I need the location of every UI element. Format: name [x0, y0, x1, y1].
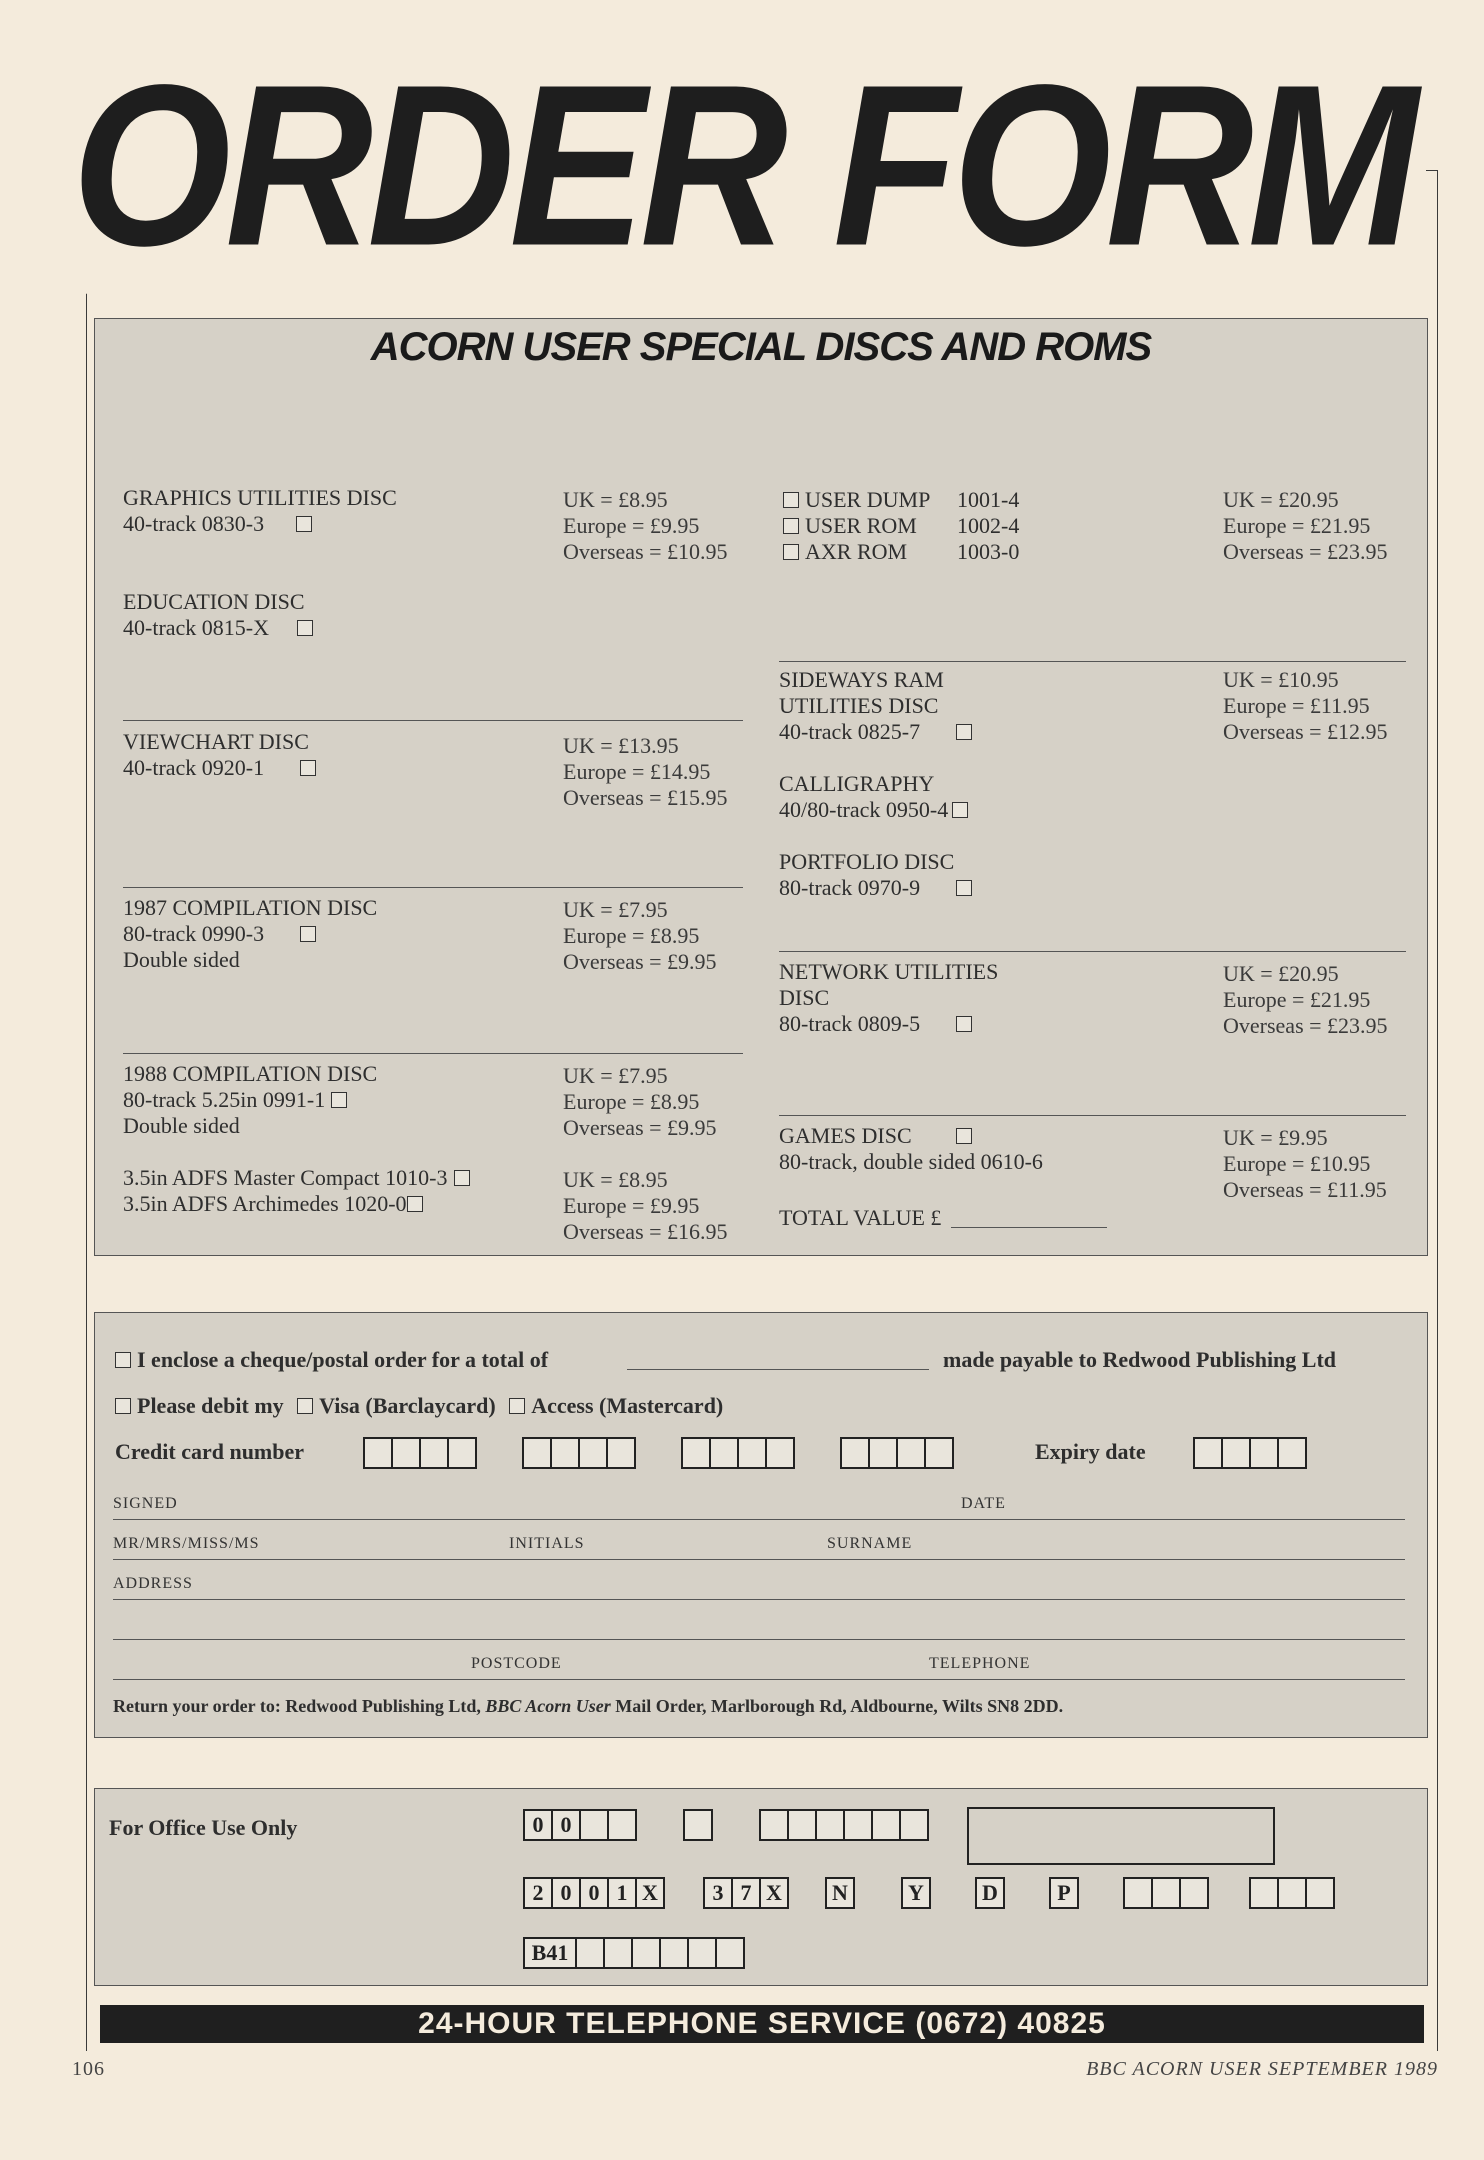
price-europe: Europe = £8.95 — [563, 923, 700, 948]
card-number-group-3[interactable] — [681, 1437, 795, 1469]
price-europe: Europe = £9.95 — [563, 1193, 700, 1218]
office-box-y[interactable]: Y — [901, 1877, 931, 1909]
product-code: 80-track 0990-3 — [123, 921, 316, 947]
checkbox[interactable] — [783, 492, 799, 508]
payment-panel — [94, 1312, 1428, 1738]
product-name: 3.5in ADFS Master Compact 1010-3 — [123, 1165, 470, 1191]
product-name: UTILITIES DISC — [779, 693, 939, 718]
rom-code: 1003-0 — [957, 539, 1020, 564]
checkbox[interactable] — [297, 620, 313, 636]
debit-checkbox[interactable] — [115, 1398, 131, 1414]
signed-line[interactable] — [113, 1519, 1405, 1520]
checkbox[interactable] — [952, 802, 968, 818]
price-uk: UK = £20.95 — [1223, 961, 1339, 986]
price-europe: Europe = £21.95 — [1223, 513, 1371, 538]
divider — [123, 720, 743, 721]
price-uk: UK = £9.95 — [1223, 1125, 1328, 1150]
checkbox[interactable] — [783, 544, 799, 560]
product-name: GAMES DISC — [779, 1123, 972, 1149]
product-code: 40-track 0825-7 — [779, 719, 972, 745]
products-panel — [94, 318, 1428, 1256]
checkbox[interactable] — [407, 1196, 423, 1212]
initials-label: INITIALS — [509, 1535, 585, 1552]
cheque-option: I enclose a cheque/postal order for a total of — [115, 1347, 548, 1373]
price-uk: UK = £8.95 — [563, 1167, 668, 1192]
page-number: 106 — [72, 2058, 105, 2080]
product-code: 80-track 0970-9 — [779, 875, 972, 901]
price-uk: UK = £10.95 — [1223, 667, 1339, 692]
product-name: SIDEWAYS RAM — [779, 667, 944, 692]
postcode-label: POSTCODE — [471, 1655, 562, 1672]
rom-item: USER ROM — [783, 513, 917, 539]
checkbox[interactable] — [783, 518, 799, 534]
card-number-group-1[interactable] — [363, 1437, 477, 1469]
price-overseas: Overseas = £9.95 — [563, 949, 717, 974]
cheque-amount-line[interactable] — [627, 1369, 929, 1370]
product-code: 40-track 0920-1 — [123, 755, 316, 781]
divider — [123, 1053, 743, 1054]
price-overseas: Overseas = £16.95 — [563, 1219, 728, 1244]
price-uk: UK = £8.95 — [563, 487, 668, 512]
price-europe: Europe = £8.95 — [563, 1089, 700, 1114]
page-title: ORDER FORM — [0, 45, 1484, 286]
product-name: GRAPHICS UTILITIES DISC — [123, 485, 397, 510]
price-uk: UK = £7.95 — [563, 897, 668, 922]
office-box-group-7[interactable]: B41 — [523, 1937, 745, 1969]
office-box-group-3[interactable]: 2 0 0 1 X — [523, 1877, 665, 1909]
rom-item: AXR ROM — [783, 539, 907, 565]
price-europe: Europe = £21.95 — [1223, 987, 1371, 1012]
divider — [779, 661, 1406, 662]
office-box-group-5[interactable] — [1123, 1877, 1209, 1909]
signed-label: SIGNED — [113, 1495, 178, 1512]
product-name: NETWORK UTILITIES — [779, 959, 999, 984]
issue-footer: BBC ACORN USER SEPTEMBER 1989 — [1086, 2058, 1438, 2080]
card-number-label: Credit card number — [115, 1439, 305, 1464]
office-box-group-2[interactable] — [759, 1809, 929, 1841]
address-label: ADDRESS — [113, 1575, 193, 1592]
office-box-d[interactable]: D — [975, 1877, 1005, 1909]
checkbox[interactable] — [454, 1170, 470, 1186]
office-box-group-6[interactable] — [1249, 1877, 1335, 1909]
office-box-group-1[interactable]: 0 0 — [523, 1809, 637, 1841]
checkbox[interactable] — [331, 1092, 347, 1108]
surname-label: SURNAME — [827, 1535, 913, 1552]
return-address: Return your order to: Redwood Publishing Ltd, BBC Acorn User Mail Order, Marlborough Rd, Aldbourne, Wilts SN8 2DD. — [113, 1696, 1064, 1716]
cheque-checkbox[interactable] — [115, 1352, 131, 1368]
product-note: Double sided — [123, 947, 240, 972]
price-europe: Europe = £9.95 — [563, 513, 700, 538]
telephone-label: TELEPHONE — [929, 1655, 1031, 1672]
expiry-label: Expiry date — [1035, 1439, 1146, 1464]
product-name: 1987 COMPILATION DISC — [123, 895, 378, 920]
address-line-2[interactable] — [113, 1639, 1405, 1640]
price-uk: UK = £7.95 — [563, 1063, 668, 1088]
office-box-single[interactable] — [683, 1809, 713, 1841]
checkbox[interactable] — [300, 760, 316, 776]
payable-text: made payable to Redwood Publishing Ltd — [943, 1347, 1337, 1372]
product-code: 40/80-track 0950-4 — [779, 797, 968, 823]
product-code: 3.5in ADFS Archimedes 1020-0 — [123, 1191, 423, 1217]
price-overseas: Overseas = £23.95 — [1223, 1013, 1388, 1038]
price-europe: Europe = £10.95 — [1223, 1151, 1371, 1176]
price-overseas: Overseas = £23.95 — [1223, 539, 1388, 564]
office-box-n[interactable]: N — [825, 1877, 855, 1909]
product-code: 80-track 0809-5 — [779, 1011, 972, 1037]
office-notes-box[interactable] — [967, 1807, 1275, 1865]
expiry-date-boxes[interactable] — [1193, 1437, 1307, 1469]
name-line[interactable] — [113, 1559, 1405, 1560]
price-uk: UK = £13.95 — [563, 733, 679, 758]
rom-code: 1001-4 — [957, 487, 1020, 512]
product-name: EDUCATION DISC — [123, 589, 305, 614]
price-uk: UK = £20.95 — [1223, 487, 1339, 512]
price-overseas: Overseas = £12.95 — [1223, 719, 1388, 744]
checkbox[interactable] — [956, 724, 972, 740]
checkbox[interactable] — [956, 1016, 972, 1032]
checkbox[interactable] — [956, 1128, 972, 1144]
price-europe: Europe = £11.95 — [1223, 693, 1370, 718]
product-name: 1988 COMPILATION DISC — [123, 1061, 378, 1086]
access-checkbox[interactable] — [509, 1398, 525, 1414]
product-code: 80-track, double sided 0610-6 — [779, 1149, 1043, 1174]
product-name: DISC — [779, 985, 830, 1010]
telephone-service-banner: 24-HOUR TELEPHONE SERVICE (0672) 40825 — [100, 2005, 1424, 2043]
price-overseas: Overseas = £15.95 — [563, 785, 728, 810]
price-overseas: Overseas = £9.95 — [563, 1115, 717, 1140]
checkbox[interactable] — [296, 516, 312, 532]
office-box-p[interactable]: P — [1049, 1877, 1079, 1909]
product-name: PORTFOLIO DISC — [779, 849, 955, 874]
checkbox[interactable] — [300, 926, 316, 942]
price-overseas: Overseas = £10.95 — [563, 539, 728, 564]
product-name: VIEWCHART DISC — [123, 729, 309, 754]
product-code: 40-track 0830-3 — [123, 511, 312, 537]
visa-checkbox[interactable] — [297, 1398, 313, 1414]
checkbox[interactable] — [956, 880, 972, 896]
divider — [123, 887, 743, 888]
office-use-label: For Office Use Only — [109, 1815, 298, 1840]
product-code: 80-track 5.25in 0991-1 — [123, 1087, 347, 1113]
price-overseas: Overseas = £11.95 — [1223, 1177, 1387, 1202]
postcode-line[interactable] — [113, 1679, 1405, 1680]
rom-code: 1002-4 — [957, 513, 1020, 538]
address-line-1[interactable] — [113, 1599, 1405, 1600]
office-use-panel — [94, 1788, 1428, 1986]
product-code: 40-track 0815-X — [123, 615, 313, 641]
office-box-group-4[interactable]: 3 7 X — [703, 1877, 789, 1909]
title-label: MR/MRS/MISS/MS — [113, 1535, 260, 1552]
card-number-group-2[interactable] — [522, 1437, 636, 1469]
product-note: Double sided — [123, 1113, 240, 1138]
divider — [779, 1115, 1406, 1116]
debit-option: Please debit my Visa (Barclaycard) Access (Mastercard) — [115, 1393, 723, 1419]
price-europe: Europe = £14.95 — [563, 759, 711, 784]
subheading: ACORN USER SPECIAL DISCS AND ROMS — [370, 325, 1152, 369]
total-value-label: TOTAL VALUE £ — [779, 1205, 942, 1230]
total-value-line[interactable] — [951, 1227, 1107, 1228]
rom-item: USER DUMP — [783, 487, 930, 513]
date-label: DATE — [961, 1495, 1006, 1512]
product-name: CALLIGRAPHY — [779, 771, 935, 796]
card-number-group-4[interactable] — [840, 1437, 954, 1469]
divider — [779, 951, 1406, 952]
